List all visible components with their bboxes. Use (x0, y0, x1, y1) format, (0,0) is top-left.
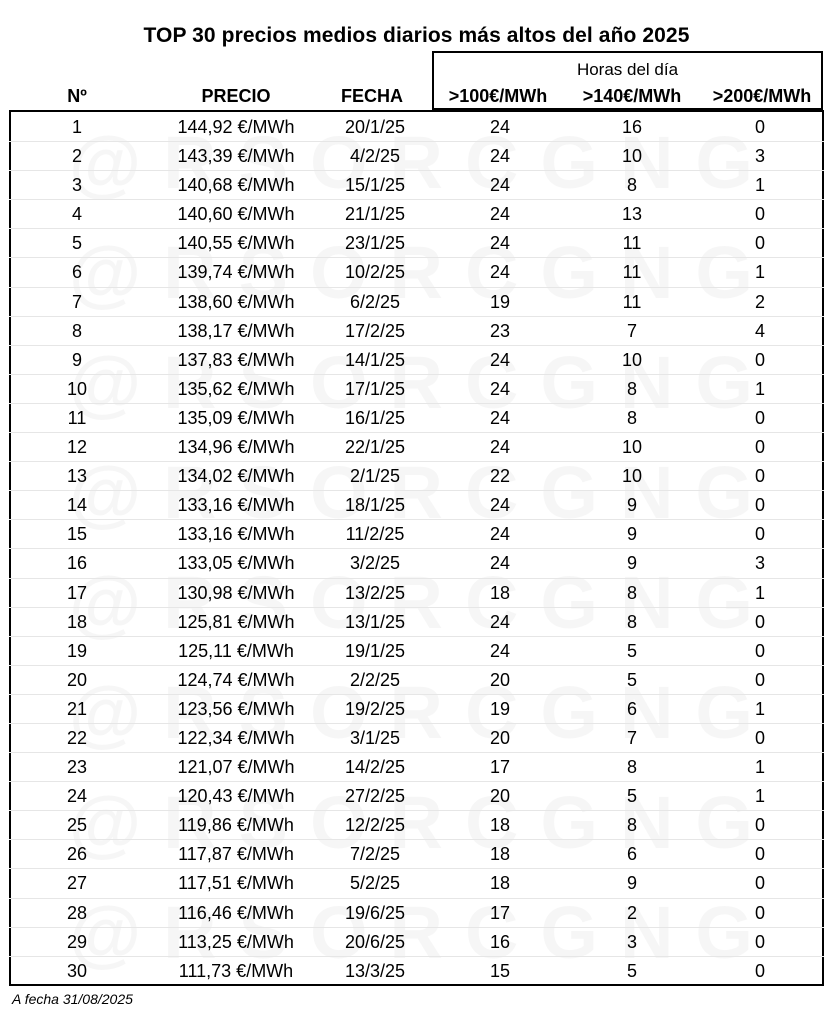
cell-hours-over-100: 24 (489, 407, 511, 428)
cell-hours-over-200: 1 (754, 786, 765, 807)
table-body (9, 113, 824, 985)
cell-hours-over-100: 18 (489, 815, 511, 836)
cell-price: 135,09 €/MWh (177, 407, 295, 428)
cell-price: 139,74 €/MWh (177, 262, 295, 283)
cell-hours-over-140: 11 (622, 262, 642, 283)
column-header-over-100: >100€/MWh (448, 86, 548, 106)
cell-date: 14/1/25 (344, 349, 406, 370)
cell-hours-over-140: 2 (626, 902, 637, 923)
cell-price: 116,46 €/MWh (178, 902, 294, 923)
cell-hours-over-140: 9 (626, 495, 637, 516)
cell-date: 19/1/25 (344, 640, 406, 661)
cell-date: 14/2/25 (344, 757, 406, 778)
cell-price: 120,43 €/MWh (177, 786, 295, 807)
cell-hours-over-140: 11 (622, 291, 642, 312)
cell-hours-over-100: 24 (489, 262, 511, 283)
table-row (9, 869, 824, 898)
cell-date: 4/2/25 (349, 146, 401, 167)
cell-date: 20/1/25 (344, 117, 406, 137)
cell-hours-over-140: 13 (621, 204, 643, 225)
cell-price: 111,73 €/MWh (178, 960, 294, 981)
column-header-over-140: >140€/MWh (582, 86, 682, 106)
table-row (9, 549, 824, 578)
cell-price: 134,02 €/MWh (177, 466, 295, 487)
cell-number: 1 (71, 117, 82, 137)
cell-date: 27/2/25 (344, 786, 406, 807)
cell-hours-over-140: 5 (626, 960, 637, 981)
cell-number: 24 (66, 786, 88, 807)
cell-hours-over-100: 24 (489, 437, 511, 458)
cell-price: 138,60 €/MWh (177, 291, 295, 312)
cell-hours-over-140: 8 (626, 757, 637, 778)
table-row (9, 811, 824, 840)
cell-hours-over-140: 10 (621, 146, 643, 167)
cell-number: 2 (71, 146, 82, 167)
cell-price: 133,16 €/MWh (177, 495, 295, 516)
cell-hours-over-100: 24 (489, 117, 511, 137)
cell-number: 15 (66, 524, 88, 545)
cell-price: 123,56 €/MWh (177, 698, 295, 719)
cell-hours-over-100: 24 (489, 524, 511, 545)
cell-date: 19/6/25 (344, 902, 406, 923)
cell-hours-over-100: 18 (489, 844, 511, 865)
table-row (9, 637, 824, 666)
cell-price: 121,07 €/MWh (177, 757, 295, 778)
cell-hours-over-100: 24 (489, 204, 511, 225)
cell-hours-over-100: 16 (489, 931, 511, 952)
cell-hours-over-200: 0 (754, 640, 765, 661)
cell-date: 12/2/25 (344, 815, 406, 836)
cell-hours-over-200: 0 (754, 727, 765, 748)
cell-price: 140,55 €/MWh (177, 233, 295, 254)
cell-hours-over-200: 1 (754, 698, 765, 719)
cell-number: 27 (66, 873, 88, 894)
cell-hours-over-100: 24 (489, 378, 511, 399)
cell-number: 28 (66, 902, 88, 923)
cell-date: 13/1/25 (344, 611, 406, 632)
cell-hours-over-100: 20 (489, 786, 511, 807)
cell-number: 22 (66, 727, 88, 748)
cell-hours-over-200: 3 (754, 146, 765, 167)
cell-hours-over-140: 8 (626, 378, 637, 399)
table-row (9, 899, 824, 928)
cell-price: 133,16 €/MWh (177, 524, 295, 545)
cell-number: 5 (71, 233, 82, 254)
table-row (9, 782, 824, 811)
cell-hours-over-140: 8 (626, 175, 637, 196)
cell-number: 30 (66, 960, 88, 981)
cell-hours-over-200: 0 (754, 437, 765, 458)
cell-hours-over-200: 0 (754, 669, 765, 690)
cell-price: 130,98 €/MWh (177, 582, 295, 603)
hours-group-label: Horas del día (576, 60, 679, 79)
cell-hours-over-200: 0 (754, 902, 765, 923)
cell-date: 3/2/25 (349, 553, 401, 574)
cell-hours-over-200: 0 (754, 407, 765, 428)
cell-date: 13/2/25 (344, 582, 406, 603)
cell-hours-over-200: 0 (754, 931, 765, 952)
cell-hours-over-100: 24 (489, 175, 511, 196)
cell-hours-over-200: 1 (754, 262, 765, 283)
table-row (9, 404, 824, 433)
cell-hours-over-200: 1 (754, 378, 765, 399)
cell-price: 117,87 €/MWh (178, 844, 294, 865)
table-row (9, 957, 824, 985)
cell-price: 138,17 €/MWh (177, 320, 295, 341)
cell-hours-over-100: 23 (489, 320, 511, 341)
table-row (9, 433, 824, 462)
cell-hours-over-140: 5 (626, 669, 637, 690)
cell-hours-over-200: 1 (754, 175, 765, 196)
table-row (9, 200, 824, 229)
cell-number: 12 (66, 437, 88, 458)
cell-hours-over-140: 9 (626, 524, 637, 545)
cell-hours-over-200: 3 (754, 553, 765, 574)
cell-number: 13 (66, 466, 88, 487)
cell-price: 137,83 €/MWh (177, 349, 295, 370)
cell-date: 10/2/25 (344, 262, 406, 283)
cell-number: 25 (66, 815, 88, 836)
cell-hours-over-100: 24 (489, 495, 511, 516)
column-header-price: PRECIO (201, 86, 271, 106)
cell-date: 17/1/25 (344, 378, 406, 399)
cell-date: 11/2/25 (345, 524, 405, 545)
cell-hours-over-200: 0 (754, 495, 765, 516)
cell-hours-over-200: 0 (754, 204, 765, 225)
cell-price: 119,86 €/MWh (178, 815, 294, 836)
table-row (9, 142, 824, 171)
cell-price: 134,96 €/MWh (177, 437, 295, 458)
cell-date: 16/1/25 (344, 407, 406, 428)
table-row (9, 171, 824, 200)
cell-hours-over-200: 0 (754, 611, 765, 632)
cell-hours-over-140: 8 (626, 582, 637, 603)
cell-price: 144,92 €/MWh (177, 117, 295, 137)
cell-hours-over-140: 6 (626, 844, 637, 865)
column-header-number: Nº (67, 86, 87, 106)
table-row (9, 724, 824, 753)
table-row (9, 753, 824, 782)
cell-price: 125,11 €/MWh (178, 640, 294, 661)
table-row (9, 375, 824, 404)
cell-hours-over-140: 7 (626, 727, 637, 748)
cell-hours-over-100: 20 (489, 727, 511, 748)
cell-hours-over-100: 24 (489, 233, 511, 254)
footnote: A fecha 31/08/2025 (12, 991, 133, 1007)
column-header-over-200: >200€/MWh (712, 86, 812, 106)
cell-number: 16 (66, 553, 88, 574)
cell-hours-over-100: 18 (489, 873, 511, 894)
cell-number: 18 (66, 611, 88, 632)
cell-price: 135,62 €/MWh (177, 378, 295, 399)
cell-price: 125,81 €/MWh (177, 611, 295, 632)
cell-hours-over-100: 17 (489, 902, 511, 923)
table-row (9, 462, 824, 491)
cell-hours-over-200: 2 (754, 291, 765, 312)
cell-hours-over-140: 6 (626, 698, 637, 719)
cell-date: 18/1/25 (344, 495, 406, 516)
cell-hours-over-140: 8 (626, 407, 637, 428)
cell-hours-over-100: 24 (489, 349, 511, 370)
table-row (9, 258, 824, 287)
cell-hours-over-200: 0 (754, 349, 765, 370)
cell-hours-over-140: 9 (626, 873, 637, 894)
page-title: TOP 30 precios medios diarios más altos del año 2025 (143, 24, 690, 47)
cell-price: 113,25 €/MWh (178, 931, 294, 952)
cell-date: 2/2/25 (349, 669, 401, 690)
table-row (9, 229, 824, 258)
cell-date: 5/2/25 (349, 873, 401, 894)
table-row (9, 346, 824, 375)
cell-hours-over-140: 3 (626, 931, 637, 952)
cell-hours-over-100: 20 (489, 669, 511, 690)
cell-hours-over-140: 8 (626, 815, 637, 836)
cell-hours-over-200: 1 (754, 582, 765, 603)
table-row (9, 520, 824, 549)
cell-number: 26 (66, 844, 88, 865)
cell-hours-over-100: 17 (489, 757, 511, 778)
cell-hours-over-100: 15 (489, 960, 511, 981)
cell-hours-over-200: 0 (754, 524, 765, 545)
cell-date: 13/3/25 (344, 960, 406, 981)
table-row (9, 113, 824, 142)
cell-date: 21/1/25 (344, 204, 406, 225)
cell-hours-over-140: 5 (626, 786, 637, 807)
cell-hours-over-100: 24 (489, 553, 511, 574)
cell-date: 19/2/25 (344, 698, 406, 719)
table-row (9, 317, 824, 346)
cell-number: 20 (66, 669, 88, 690)
cell-number: 6 (71, 262, 82, 283)
cell-hours-over-140: 5 (626, 640, 637, 661)
cell-hours-over-140: 10 (621, 437, 643, 458)
cell-number: 4 (71, 204, 82, 225)
cell-price: 117,51 €/MWh (178, 873, 294, 894)
cell-date: 20/6/25 (344, 931, 406, 952)
cell-price: 140,68 €/MWh (177, 175, 295, 196)
cell-price: 140,60 €/MWh (177, 204, 295, 225)
cell-date: 22/1/25 (344, 437, 406, 458)
cell-hours-over-200: 0 (754, 117, 765, 137)
cell-number: 3 (71, 175, 82, 196)
cell-date: 15/1/25 (344, 175, 406, 196)
cell-date: 23/1/25 (344, 233, 406, 254)
cell-hours-over-200: 4 (754, 320, 765, 341)
cell-hours-over-200: 0 (754, 466, 765, 487)
cell-hours-over-200: 0 (754, 815, 765, 836)
cell-hours-over-100: 24 (489, 611, 511, 632)
table-row (9, 288, 824, 317)
cell-hours-over-140: 8 (626, 611, 637, 632)
cell-hours-over-100: 24 (489, 146, 511, 167)
cell-hours-over-140: 10 (621, 349, 643, 370)
cell-hours-over-140: 7 (626, 320, 637, 341)
cell-number: 10 (66, 378, 88, 399)
cell-hours-over-100: 19 (489, 291, 511, 312)
cell-hours-over-140: 9 (626, 553, 637, 574)
cell-hours-over-100: 19 (489, 698, 511, 719)
cell-number: 23 (66, 757, 88, 778)
cell-hours-over-140: 10 (621, 466, 643, 487)
cell-price: 122,34 €/MWh (177, 727, 295, 748)
table-row (9, 666, 824, 695)
table-row (9, 840, 824, 869)
cell-hours-over-200: 0 (754, 844, 765, 865)
cell-number: 17 (66, 582, 88, 603)
cell-number: 8 (71, 320, 82, 341)
cell-number: 29 (66, 931, 88, 952)
cell-number: 9 (71, 349, 82, 370)
cell-hours-over-140: 11 (622, 233, 642, 254)
cell-hours-over-140: 16 (621, 117, 643, 137)
cell-date: 7/2/25 (349, 844, 401, 865)
cell-date: 2/1/25 (349, 466, 401, 487)
cell-number: 11 (67, 407, 87, 428)
cell-number: 21 (66, 698, 88, 719)
cell-hours-over-100: 22 (489, 466, 511, 487)
cell-price: 133,05 €/MWh (177, 553, 295, 574)
cell-hours-over-200: 0 (754, 873, 765, 894)
table-row (9, 608, 824, 637)
cell-hours-over-200: 0 (754, 233, 765, 254)
cell-hours-over-200: 0 (754, 960, 765, 981)
column-header-date: FECHA (341, 86, 403, 106)
cell-hours-over-100: 18 (489, 582, 511, 603)
cell-number: 19 (66, 640, 88, 661)
cell-date: 3/1/25 (349, 727, 401, 748)
cell-number: 7 (71, 291, 82, 312)
table-row (9, 491, 824, 520)
cell-number: 14 (66, 495, 88, 516)
cell-date: 6/2/25 (349, 291, 401, 312)
cell-price: 124,74 €/MWh (177, 669, 295, 690)
cell-price: 143,39 €/MWh (177, 146, 295, 167)
table-row (9, 928, 824, 957)
table-row (9, 695, 824, 724)
cell-hours-over-200: 1 (754, 757, 765, 778)
cell-hours-over-100: 24 (489, 640, 511, 661)
table-row (9, 579, 824, 608)
cell-date: 17/2/25 (344, 320, 406, 341)
